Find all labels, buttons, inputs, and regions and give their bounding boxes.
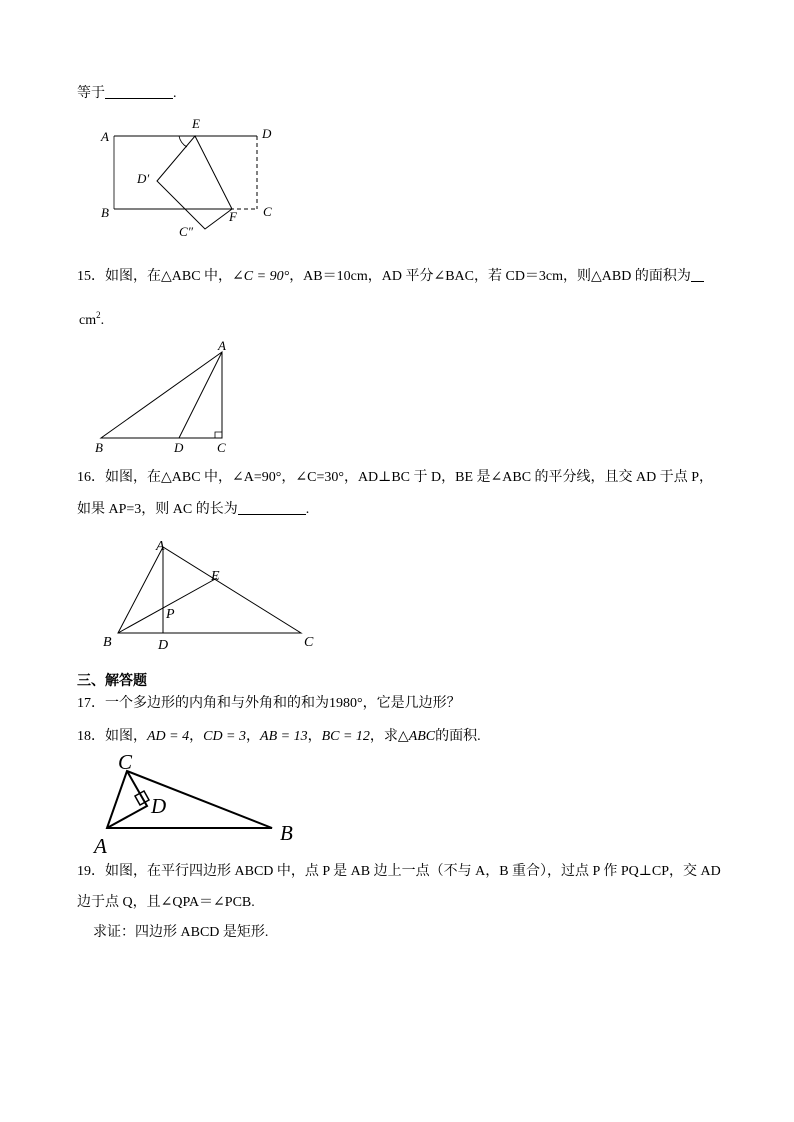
q19-line3: 求证：四边形 ABCD 是矩形. — [93, 925, 269, 940]
q15-line1 — [77, 267, 704, 286]
q18-figure — [90, 750, 310, 860]
q19-line1 — [77, 863, 721, 881]
q15-text-a: 如图，在△ABC 中， — [105, 269, 233, 284]
q14-figure — [95, 112, 285, 242]
q14-label-C-prime: C″ — [179, 224, 194, 239]
q19-number: 19． — [77, 864, 105, 879]
q16-figure — [95, 533, 325, 653]
q19-text-1: 如图，在平行四边形 ABCD 中，点 P 是 AB 边上一点（不与 A，B 重合），过点 P 作 PQ⊥CP，交 AD — [105, 864, 721, 879]
q15-label-C: C — [217, 440, 226, 455]
q18-label-D: D — [151, 794, 167, 818]
q18-number: 18． — [77, 729, 105, 744]
q15-number: 15． — [77, 269, 105, 284]
q15-answer-blank[interactable] — [691, 267, 704, 282]
q18-sep-3: ， — [307, 729, 322, 744]
q17-value: 1980° — [329, 696, 363, 711]
q18-label-B: B — [280, 821, 293, 845]
q17-text-a: 一个多边形的内角和与外角和的和为 — [105, 696, 329, 711]
q15-text-b: ，AB＝10cm，AD 平分∠BAC，若 CD＝3cm，则△ABD 的面积为 — [289, 269, 691, 284]
q18-bc: BC = 12 — [321, 729, 370, 744]
q17-number: 17． — [77, 696, 105, 711]
q14-label-D-prime: D′ — [137, 171, 150, 186]
q18-label-A: A — [94, 834, 107, 858]
q16-end: . — [305, 502, 310, 517]
q15-label-B: B — [95, 440, 103, 455]
q19-line2: 边于点 Q，且∠QPA＝∠PCB. — [77, 895, 255, 910]
q14-tail — [77, 84, 177, 103]
q16-text-1: 如图，在△ABC 中，∠A=90°，∠C=30°，AD⊥BC 于 D，BE 是∠ABC 的平分线，且交 AD 于点 P， — [105, 470, 714, 485]
q15-unit-exp: 2 — [96, 310, 101, 320]
section-title: 三、解答题 — [77, 673, 147, 689]
q16-label-C: C — [304, 635, 314, 650]
q15-line2 — [79, 306, 104, 330]
q16-label-B: B — [103, 635, 112, 650]
q15-label-A: A — [218, 338, 226, 353]
q14-end: . — [173, 86, 177, 101]
q17-text-b: ，它是几边形？ — [362, 696, 461, 711]
q16-line2 — [77, 500, 309, 519]
q15-figure — [88, 335, 248, 460]
q14-label-C: C — [263, 204, 272, 219]
q14-label-F: F — [229, 209, 237, 224]
q18-label-C: C — [118, 750, 133, 774]
q16-number: 16． — [77, 470, 105, 485]
q18-ad: AD = 4 — [147, 729, 190, 744]
q18-triangle: △ABC — [397, 729, 436, 744]
q16-label-A: A — [156, 539, 165, 554]
q16-text-2: 如果 AP=3，则 AC 的长为 — [77, 502, 238, 517]
q14-label-B: B — [101, 205, 109, 220]
q16-label-D: D — [158, 638, 169, 653]
q14-label-D: D — [262, 126, 272, 141]
q15-label-D: D — [174, 440, 184, 455]
q16-label-P: P — [166, 607, 175, 622]
q18-cd: CD = 3 — [203, 729, 247, 744]
q18-ask-b: 的面积. — [435, 729, 481, 744]
q18-sep-2: ， — [246, 729, 261, 744]
q16-line1 — [77, 469, 713, 487]
q14-tail-text: 等于 — [77, 86, 105, 101]
q15-angle-expr: ∠C = 90° — [232, 269, 290, 284]
q18-ask-a: ，求 — [369, 729, 398, 744]
q15-end: . — [100, 313, 105, 328]
q14-label-A: A — [101, 129, 109, 144]
q14-label-E: E — [192, 116, 200, 131]
q16-answer-blank[interactable] — [238, 500, 306, 515]
q18-ab: AB = 13 — [260, 729, 308, 744]
q17 — [77, 695, 461, 713]
q16-label-E: E — [211, 569, 220, 584]
q18-lead: 如图， — [105, 729, 147, 744]
q18-sep-1: ， — [189, 729, 204, 744]
q18 — [77, 728, 481, 746]
q15-unit: cm — [79, 313, 97, 328]
q14-answer-blank[interactable] — [105, 84, 173, 99]
